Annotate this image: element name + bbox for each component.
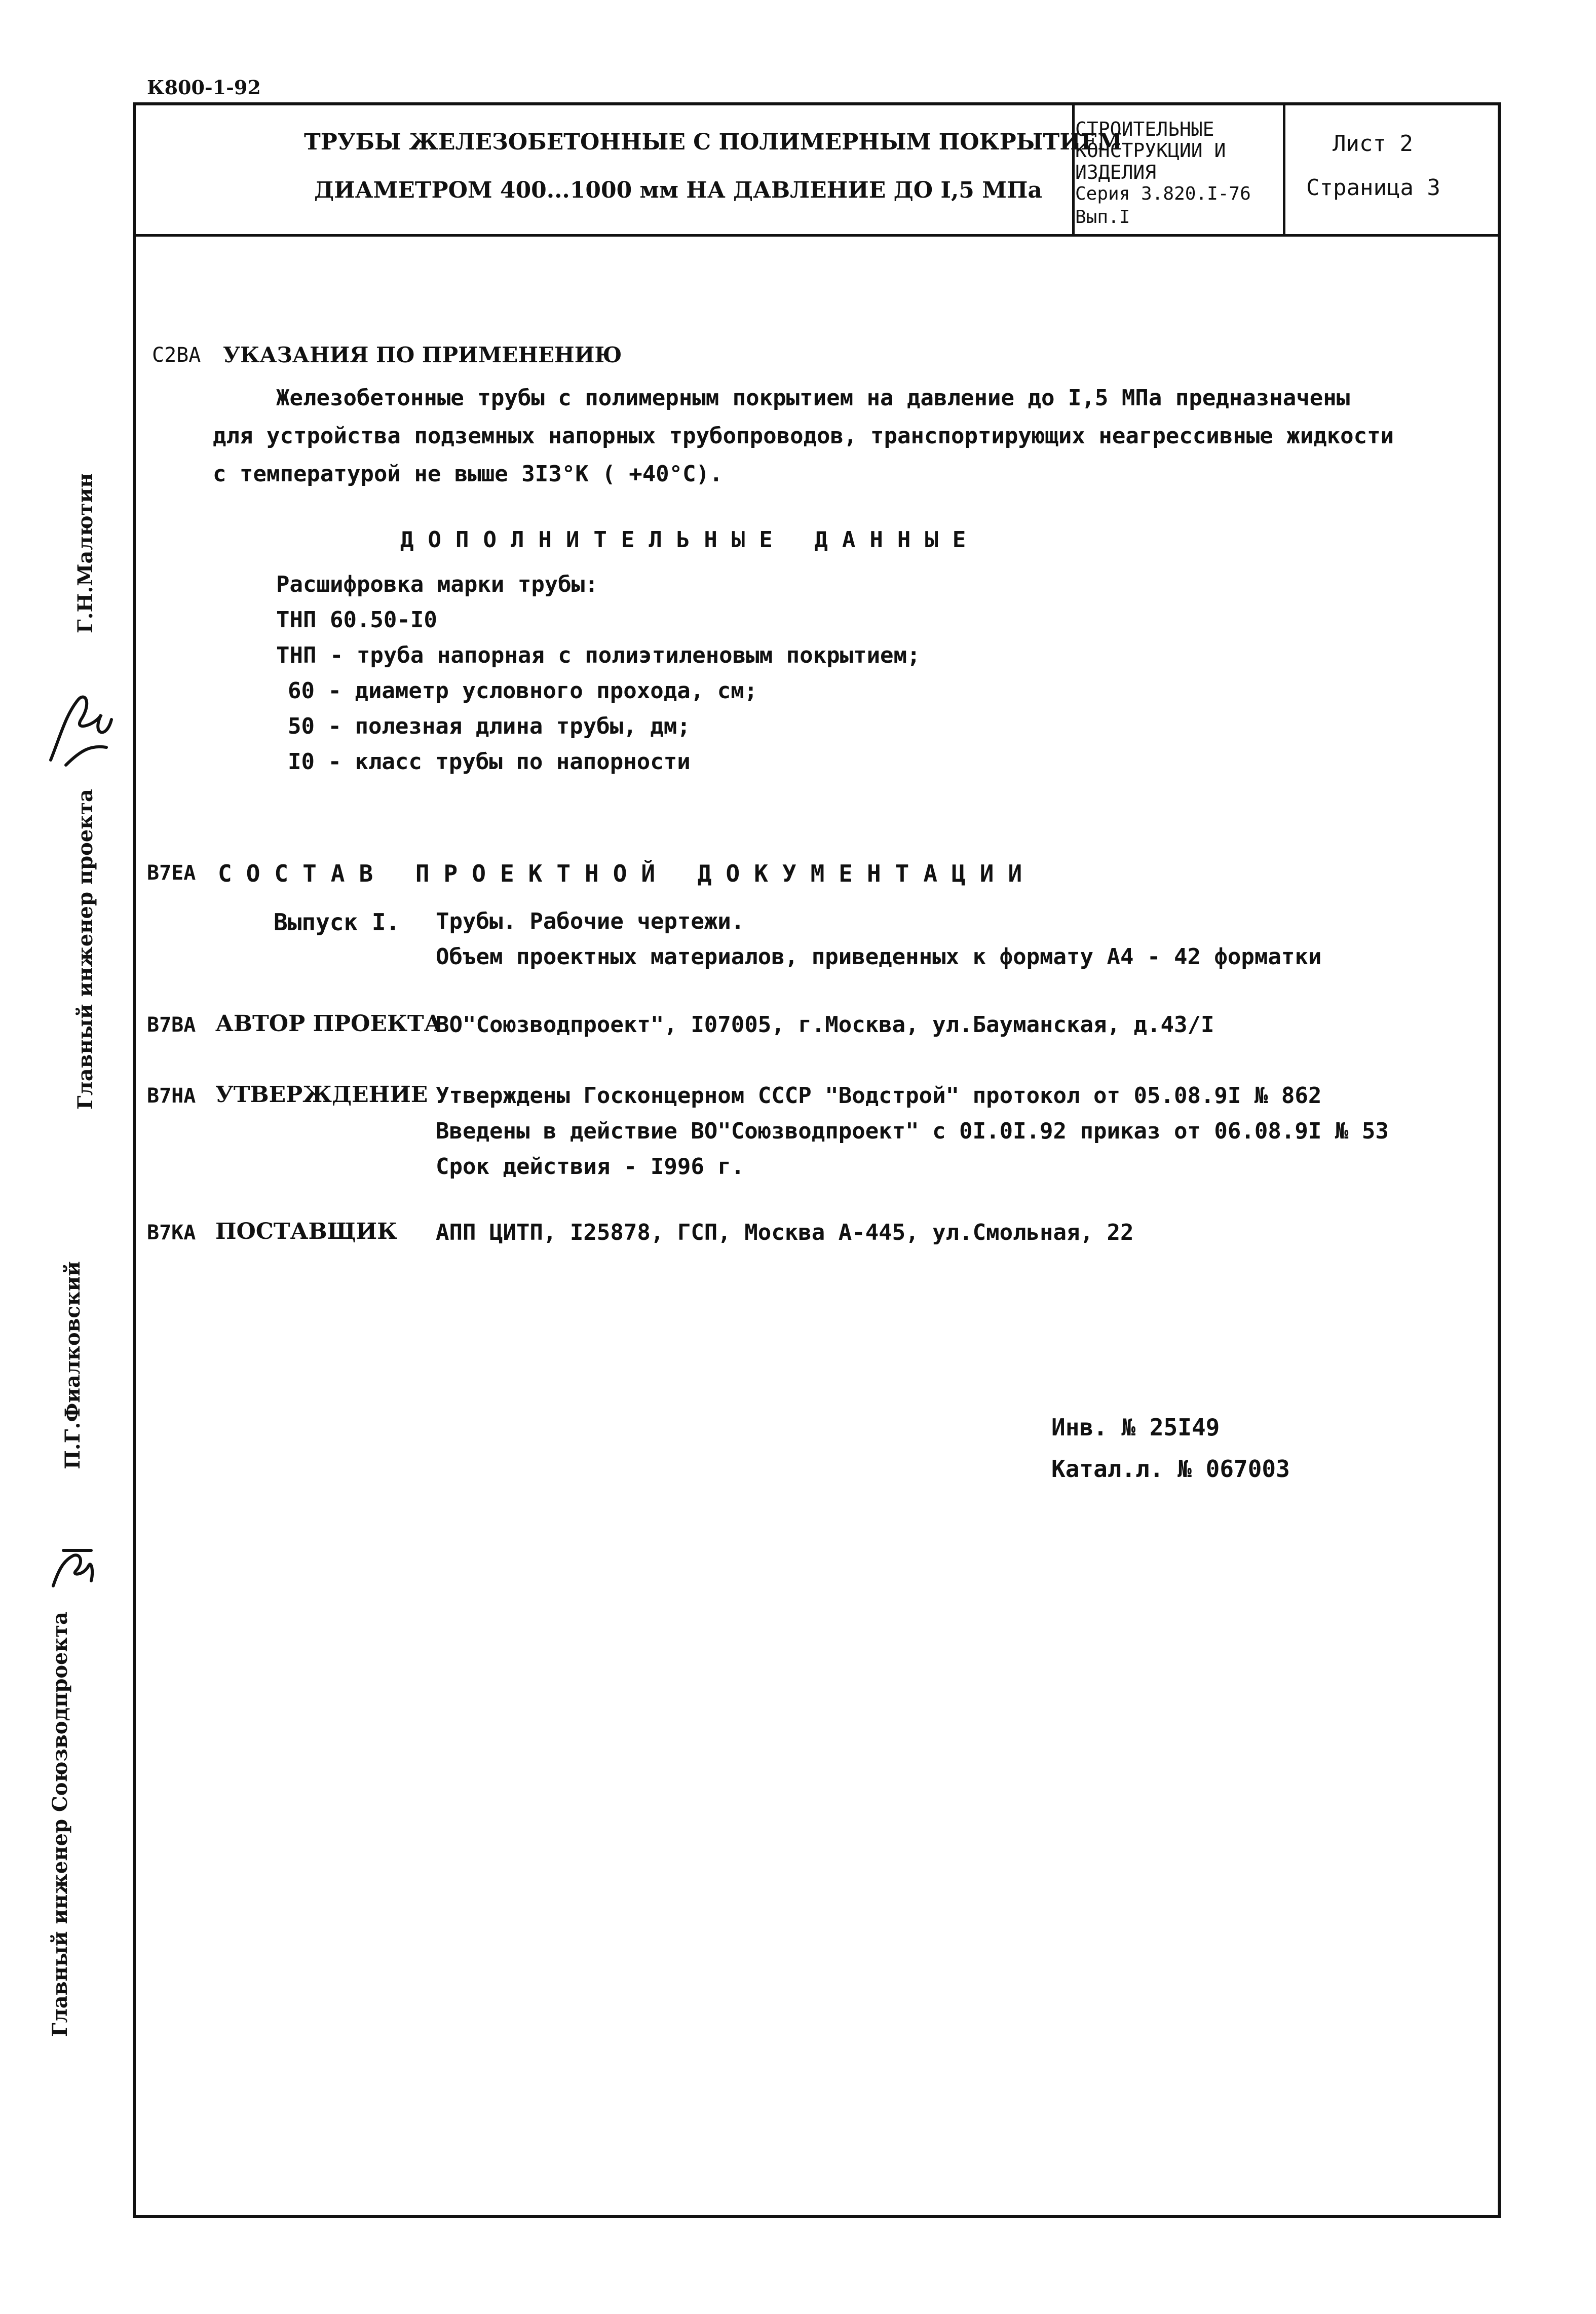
side-label-chief-engineer-org-name: П.Г.Фиалковский (61, 1261, 85, 1469)
catalog-number: Катал.л. № 067003 (1051, 1455, 1290, 1483)
header-title-line2: ДИАМЕТРОМ 400...1000 мм НА ДАВЛЕНИЕ ДО I,5 МПа (314, 177, 1042, 203)
frame-bottom (133, 2215, 1501, 2218)
approval-line2: Введены в действие ВО"Союзводпроект" с 0I.0I.92 приказ от 06.08.9I № 53 (436, 1118, 1389, 1144)
extra-title: ДОПОЛНИТЕЛЬНЫЕ ДАННЫЕ (400, 527, 980, 553)
header-category-line2: КОНСТРУКЦИИ И (1075, 139, 1226, 162)
author-text: ВО"Союзводпроект", I07005, г.Москва, ул.Бауманская, д.43/I (436, 1012, 1214, 1038)
header-page: Страница 3 (1306, 175, 1440, 201)
header-bottom-line (133, 234, 1501, 237)
docs-title: СОСТАВ ПРОЕКТНОЙ ДОКУМЕНТАЦИИ (218, 860, 1037, 887)
frame-left (133, 102, 136, 2218)
extra-item-3: 50 - полезная длина трубы, дм; (288, 713, 691, 739)
usage-line3: с температурой не выше 3I3°К ( +40°С). (213, 461, 723, 487)
usage-code: C2ВА (152, 344, 201, 367)
approval-line3: Срок действия - I996 г. (436, 1154, 745, 1180)
usage-line1: Железобетонные трубы с полимерным покрытием на давление до I,5 МПа предназначены (276, 385, 1350, 411)
header-divider-1 (1072, 102, 1075, 236)
docs-issue-volume: Объем проектных материалов, приведенных к формату А4 - 42 форматки (436, 944, 1322, 970)
side-label-chief-engineer-org: Главный инженер Союзводпроекта (48, 1611, 72, 2037)
extra-decode-label: Расшифровка марки трубы: (276, 572, 598, 597)
docs-issue-text: Трубы. Рабочие чертежи. (436, 908, 745, 934)
document-code: К800-1-92 (147, 76, 261, 99)
supplier-label: ПОСТАВЩИК (215, 1219, 398, 1244)
frame-top (133, 102, 1501, 105)
docs-code: В7ЕА (147, 861, 196, 885)
approval-code: В7НА (147, 1084, 196, 1108)
extra-item-2: 60 - диаметр условного прохода, см; (288, 678, 758, 704)
extra-item-4: I0 - класс трубы по напорности (288, 749, 691, 775)
header-sheet: Лист 2 (1333, 131, 1413, 157)
approval-label: УТВЕРЖДЕНИЕ (215, 1082, 428, 1108)
usage-title: УКАЗАНИЯ ПО ПРИМЕНЕНИЮ (223, 343, 622, 367)
supplier-text: АПП ЦИТП, I25878, ГСП, Москва А-445, ул.Смольная, 22 (436, 1220, 1134, 1245)
extra-item-1: ТНП - труба напорная с полиэтиленовым покрытием; (276, 642, 921, 668)
author-label: АВТОР ПРОЕКТА (215, 1011, 442, 1037)
header-category-line3: ИЗДЕЛИЯ (1075, 161, 1157, 183)
signature-malyutin (30, 684, 117, 770)
side-label-chief-engineer-project: Главный инженер проекта (73, 789, 97, 1110)
header-divider-2 (1283, 102, 1285, 236)
frame-right (1498, 102, 1501, 2218)
docs-issue-label: Выпуск I. (274, 908, 400, 936)
header-category-line1: СТРОИТЕЛЬНЫЕ (1075, 118, 1214, 140)
signature-fialkovsky (43, 1540, 104, 1596)
extra-mark: ТНП 60.50-I0 (276, 607, 437, 633)
supplier-code: В7КА (147, 1221, 196, 1244)
author-code: В7ВА (147, 1013, 196, 1037)
approval-line1: Утверждены Госконцерном СССР "Водстрой" протокол от 05.08.9I № 862 (436, 1083, 1322, 1109)
header-series: Серия 3.820.I-76 (1075, 183, 1251, 204)
header-issue: Вып.I (1075, 207, 1130, 227)
header-title-line1: ТРУБЫ ЖЕЛЕЗОБЕТОННЫЕ С ПОЛИМЕРНЫМ ПОКРЫТИЕМ (304, 129, 1123, 155)
inventory-number: Инв. № 25I49 (1051, 1414, 1220, 1441)
side-label-chief-engineer-project-name: Г.Н.Малютин (73, 473, 97, 633)
usage-line2: для устройства подземных напорных трубопроводов, транспортирующих неагрессивные жидкости (213, 423, 1394, 449)
